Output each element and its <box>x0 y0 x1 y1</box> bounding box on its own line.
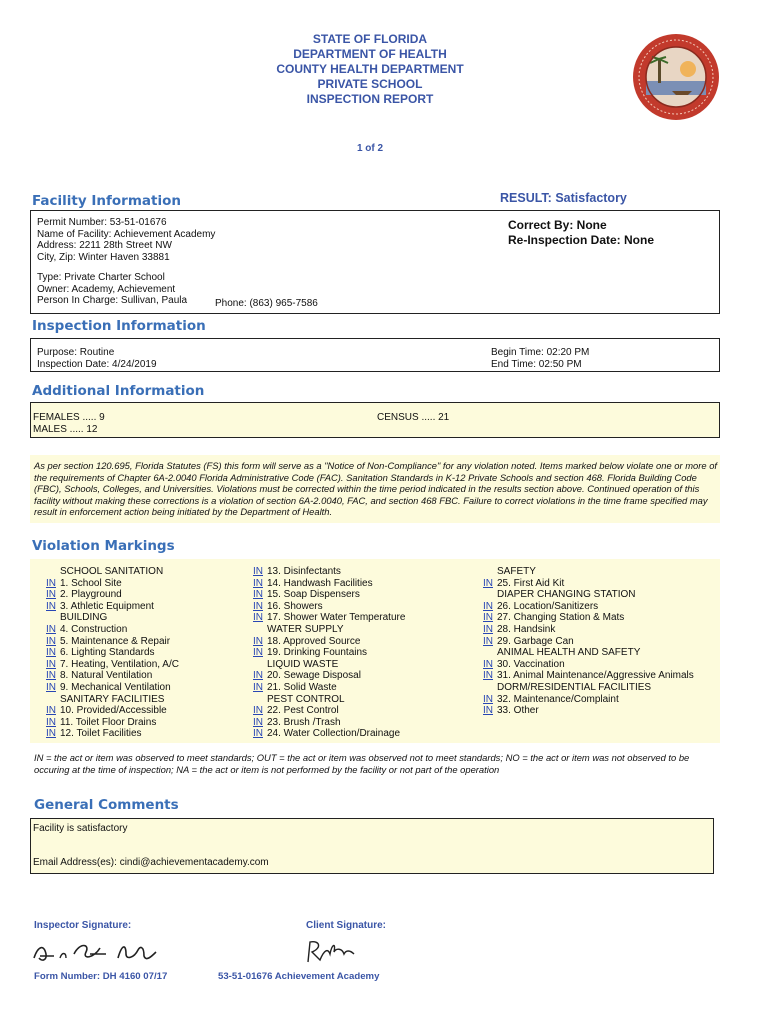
inspection-purpose: Purpose: Routine <box>37 347 115 358</box>
violation-item: IN 2. Playground <box>46 589 122 601</box>
inspector-signature-icon <box>30 934 180 968</box>
status-in: IN <box>483 658 493 670</box>
violation-item: IN 13. Disinfectants <box>253 566 341 577</box>
violation-item: IN 21. Solid Waste <box>253 681 337 693</box>
status-in: IN <box>253 670 263 682</box>
violation-category: DIAPER CHANGING STATION <box>497 589 636 601</box>
status-in: IN <box>253 577 263 589</box>
violation-category: SAFETY <box>497 566 536 577</box>
violation-item: IN 3. Athletic Equipment <box>46 600 154 612</box>
violation-item: IN 25. First Aid Kit <box>483 577 565 589</box>
result-status: RESULT: Satisfactory <box>500 191 627 205</box>
status-in: IN <box>253 728 263 740</box>
facility-address: Address: 2211 28th Street NW <box>37 240 172 251</box>
status-in: IN <box>253 600 263 612</box>
violation-section-title: Violation Markings <box>32 538 175 554</box>
males-count: MALES ..... 12 <box>33 423 98 435</box>
violation-item: IN 20. Sewage Disposal <box>253 670 361 682</box>
violation-item: IN 18. Approved Source <box>253 635 361 647</box>
status-legend: IN = the act or item was observed to meet standards; OUT = the act or item was observed not to meet standards; NO = the act or item was not observed to be occuring at the time of inspection; NA = the act or item is not performed by the facility or not part of the operation <box>34 752 690 775</box>
violation-item: IN 15. Soap Dispensers <box>253 589 360 601</box>
violation-item: IN 27. Changing Station & Mats <box>483 612 625 624</box>
status-in: IN <box>253 635 263 647</box>
violation-item: IN 33. Other <box>483 705 539 717</box>
inspection-section-title: Inspection Information <box>32 318 206 334</box>
violation-category: DORM/RESIDENTIAL FACILITIES <box>497 681 652 693</box>
facility-type: Type: Private Charter School <box>37 272 165 283</box>
comments-text: Facility is satisfactory <box>33 823 128 834</box>
violation-item: IN 12. Toilet Facilities <box>46 728 142 740</box>
report-header <box>200 32 540 107</box>
status-in: IN <box>46 681 56 693</box>
status-in: IN <box>46 600 56 612</box>
violation-item: IN 11. Toilet Floor Drains <box>46 716 157 728</box>
header-line-3: COUNTY HEALTH DEPARTMENT <box>276 62 464 76</box>
permit-number: Permit Number: 53-51-01676 <box>37 217 167 228</box>
status-in: IN <box>46 658 56 670</box>
violation-item: IN 8. Natural Ventilation <box>46 670 153 682</box>
status-in: IN <box>483 693 493 705</box>
additional-section-title: Additional Information <box>32 383 205 399</box>
header-line-4: PRIVATE SCHOOL <box>317 77 423 91</box>
violation-column-3 <box>483 566 719 717</box>
status-in: IN <box>46 635 56 647</box>
violation-item: IN 16. Showers <box>253 600 323 612</box>
state-seal-icon <box>632 33 720 121</box>
facility-city-zip: City, Zip: Winter Haven 33881 <box>37 251 170 263</box>
females-count: FEMALES ..... 9 <box>33 412 105 423</box>
violation-item: IN 28. Handsink <box>483 623 556 635</box>
violation-column-1 <box>46 566 246 740</box>
violation-category: WATER SUPPLY <box>267 623 344 635</box>
violation-category: SANITARY FACILITIES <box>60 693 165 705</box>
status-in: IN <box>46 705 56 717</box>
violation-category: ANIMAL HEALTH AND SAFETY <box>497 647 641 659</box>
status-in: IN <box>483 670 493 682</box>
facility-section-title: Facility Information <box>32 193 181 209</box>
status-in: IN <box>253 612 263 624</box>
correct-by: Correct By: None <box>508 218 607 232</box>
violation-item: IN 29. Garbage Can <box>483 635 574 647</box>
comments-email: Email Address(es): cindi@achievementacademy.com <box>33 857 269 868</box>
status-in: IN <box>46 728 56 740</box>
client-signature-label: Client Signature: <box>306 920 387 931</box>
status-in: IN <box>253 705 263 717</box>
status-in: IN <box>46 670 56 682</box>
violation-item: IN 26. Location/Sanitizers <box>483 600 599 612</box>
page-number: 1 of 2 <box>356 143 384 154</box>
status-in: IN <box>483 635 493 647</box>
violation-item: IN 22. Pest Control <box>253 705 339 717</box>
status-in: IN <box>483 623 493 635</box>
comments-section-title: General Comments <box>34 797 179 813</box>
status-in: IN <box>253 566 263 577</box>
status-in: IN <box>253 716 263 728</box>
header-line-1: STATE OF FLORIDA <box>312 32 428 46</box>
violation-item: IN 30. Vaccination <box>483 658 565 670</box>
violation-item: IN 32. Maintenance/Complaint <box>483 693 619 705</box>
header-line-5: INSPECTION REPORT <box>306 92 434 106</box>
violation-item: IN 24. Water Collection/Drainage <box>253 728 401 740</box>
violation-item: IN 10. Provided/Accessible <box>46 705 167 717</box>
status-in: IN <box>253 589 263 601</box>
inspection-date: Inspection Date: 4/24/2019 <box>37 358 157 370</box>
additional-info-box <box>30 402 720 438</box>
comments-box <box>30 818 714 874</box>
violation-item: IN 9. Mechanical Ventilation <box>46 681 171 693</box>
facility-info-box <box>30 210 720 314</box>
status-in: IN <box>46 623 56 635</box>
census-count: CENSUS ..... 21 <box>377 412 450 423</box>
status-in: IN <box>46 589 56 601</box>
status-in: IN <box>46 577 56 589</box>
facility-name: Name of Facility: Achievement Academy <box>37 228 216 240</box>
status-in: IN <box>483 600 493 612</box>
status-in: IN <box>46 647 56 659</box>
status-in: IN <box>483 705 493 717</box>
violation-item: IN 14. Handwash Facilities <box>253 577 373 589</box>
violation-item: IN 5. Maintenance & Repair <box>46 635 171 647</box>
violation-item: IN 4. Construction <box>46 623 128 635</box>
non-compliance-notice: As per section 120.695, Florida Statutes (FS) this form will serve as a "Notice of Non-Compliance" for any violation noted. Items marked below violate one or more of the requirements of Chapter 6A-2.0040 Florida Administrative Code (FAC). Sanitation Standards in K-12 Private Schools and section 468. Florida Building Code (FBC), Schools, Colleges, and Universities. Violations must be corrected within the time period indicated in the results section above. Continued operation of this facility without making these corrections is a violation of section 6A-2.0040, FAC, and section 468 FBC. Failure to correct violations in the time frame specified may result in enforcement action being initiated by the Department of Health. <box>34 460 718 518</box>
violation-item: IN 17. Shower Water Temperature <box>253 612 406 624</box>
status-in: IN <box>483 612 493 624</box>
footer-facility: 53-51-01676 Achievement Academy <box>218 971 380 982</box>
violation-category: SCHOOL SANITATION <box>60 566 164 577</box>
facility-phone: Phone: (863) 965-7586 <box>215 298 318 309</box>
violation-item: IN 19. Drinking Fountains <box>253 647 368 659</box>
status-in: IN <box>253 681 263 693</box>
client-signature-icon <box>302 934 362 968</box>
begin-time: Begin Time: 02:20 PM <box>491 347 590 358</box>
status-in: IN <box>483 577 493 589</box>
inspector-signature-label: Inspector Signature: <box>34 920 132 931</box>
violation-item: IN 23. Brush /Trash <box>253 716 341 728</box>
violation-column-2 <box>253 566 473 740</box>
end-time: End Time: 02:50 PM <box>491 358 582 370</box>
violation-category: BUILDING <box>60 612 108 624</box>
status-in: IN <box>46 716 56 728</box>
violation-item: IN 7. Heating, Ventilation, A/C <box>46 658 179 670</box>
violation-category: LIQUID WASTE <box>267 658 339 670</box>
header-line-2: DEPARTMENT OF HEALTH <box>293 47 447 61</box>
person-in-charge: Person In Charge: Sullivan, Paula <box>37 295 188 306</box>
facility-owner: Owner: Academy, Achievement <box>37 283 176 295</box>
violation-item: IN 1. School Site <box>46 577 122 589</box>
violation-item: IN 31. Animal Maintenance/Aggressive Animals <box>483 670 694 682</box>
violation-category: PEST CONTROL <box>267 693 345 705</box>
status-in: IN <box>253 647 263 659</box>
violation-item: IN 6. Lighting Standards <box>46 647 155 659</box>
inspection-info-box <box>30 338 720 372</box>
form-number: Form Number: DH 4160 07/17 <box>34 971 168 982</box>
reinspection-date: Re-Inspection Date: None <box>508 233 655 247</box>
